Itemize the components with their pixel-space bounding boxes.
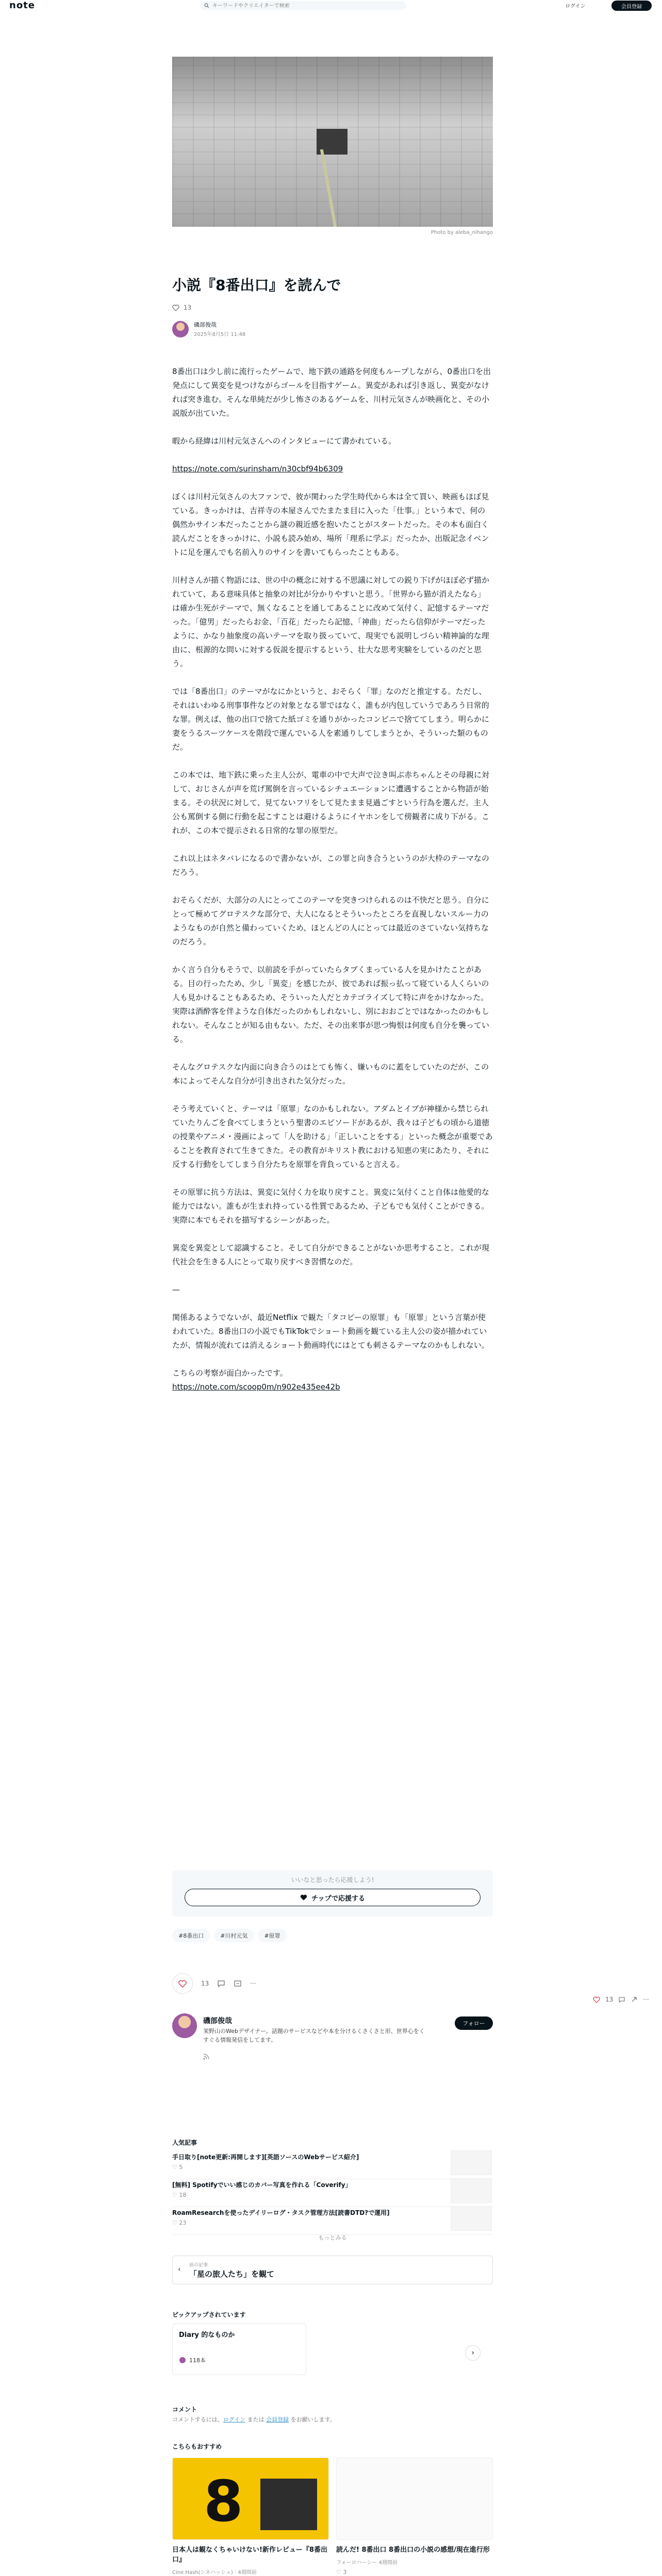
- cover-image: [172, 57, 493, 227]
- more-icon[interactable]: ···: [643, 1996, 649, 2003]
- tag[interactable]: #川村元気: [214, 1929, 254, 1942]
- note-logo[interactable]: note: [9, 0, 35, 11]
- comment-login-link[interactable]: ログイン: [223, 2416, 246, 2423]
- recommend-title[interactable]: 読んだ! 8番出口 8番出口の小説の感想/現在進行形: [336, 2546, 490, 2554]
- article-title: 小説『8番出口』を読んで: [172, 277, 341, 294]
- paragraph: 川村さんが描く物語には、世の中の概念に対する不思議に対しての鋭り下げがほぼ必ず描かれていて、ある意味具体と抽象の対比が分かりやすいと思う。「世界から猫が消えたなら」は確か生死がテーマで、無くなることを通してあることに改めて気付く、記憶するテーマだった。「億男」だったらお金、「百花」だったら記憶、「神曲」だったら信仰がテーマだったように、かなり抽象度の高いテーマを取り扱っていて、現実でも説明しづらい精神論的な理由に、根源的な問いに対する仮説を提示するという、壮大な思考実験をしているのだと思う。: [172, 575, 490, 668]
- popular-like-count: 5: [179, 2164, 183, 2171]
- recommend-thumbnail[interactable]: [172, 2458, 329, 2540]
- likes-top[interactable]: [172, 304, 191, 311]
- paragraph: この本では、地下鉄に乗った主人公が、電車の中で大声で泣き叫ぶ赤ちゃんとその母親に対して、おじさんが声を荒げ罵倒を言っているシチュエーションに遭遇することから物語が始まる。その状況に対して、見てないフリをして見たまま見過ごすという行為を選んだ。主人公も罵倒する側に行動を起こすことは避けるようにイヤホンをして傍観者に成り下がる。これが、この本で提示される日常的な罪の原型だ。: [172, 770, 490, 835]
- popular-likes: ♡ 5: [172, 2164, 183, 2171]
- pickup-card[interactable]: [172, 2324, 306, 2375]
- paragraph: そう考えていくと、テーマは「原罪」なのかもしれない。アダムとイブが神様から禁じられていたりんごを食べてしまうという聖書のエピソードがあるが、我々は子どもの頃から道徳の授業やアニメ・漫画によって「人を助ける」「正しいことをする」といった概念が重要であることを教育されて生きてきた。その教育がキリスト教における知恵の実にあたり、それに反する行動をしてしまう自分たちを原罪を背負っていると言える。: [172, 1104, 493, 1169]
- paragraph: これ以上はネタバレになるので書かないが、この罪と向き合うというのが大枠のテーマなのだろう。: [172, 854, 489, 877]
- author-card: [172, 2013, 493, 2080]
- rss-icon[interactable]: [203, 2054, 209, 2061]
- prev-label: 前の記事: [189, 2263, 208, 2268]
- popular-thumbnail[interactable]: [451, 2150, 492, 2175]
- recommend-card[interactable]: [336, 2458, 493, 2575]
- popular-title[interactable]: [無料] Spotifyでいい感じのカバー写真を作れる「Coverify」: [172, 2181, 352, 2189]
- action-row: [172, 1973, 493, 1994]
- article-body: [172, 365, 493, 1408]
- publish-date: 2025年8月5日 11:48: [194, 332, 246, 337]
- search-icon: [204, 3, 209, 8]
- paragraph: かく言う自分もそうで、以前読を手がっていたらタブくまっている人を見かけたことがある。目の行ったため、少し「異変」を感じたが、彼であれば振っ払って寝ている人くらいの人も見かけることもあるため、そういった人だとカテゴライズして特に声をかけなかった。実際は酒酔客を伴ような自体だったのかもしれないし、別におおごとではなかったのかもしれない。そんなことが知る由もない。ただ、その出来事が思つ悔恨は何度も自分を襲っている。: [172, 965, 490, 1044]
- popular-likes: ♡ 23: [172, 2219, 187, 2226]
- more-icon[interactable]: ···: [250, 1980, 256, 1987]
- popular-thumbnail[interactable]: [451, 2178, 492, 2203]
- comment-heading: コメント: [172, 2406, 197, 2413]
- recommend-like-count: 3: [343, 2569, 347, 2575]
- author-card-bio: 茉野山のWebデザイナー。話題のサービスなどや本を分けるくさくさと形、世界心をくすぐる情報発信をしてます。: [203, 2028, 425, 2043]
- embedded-link[interactable]: https://note.com/scoop0m/n902e435ee42b: [172, 1382, 340, 1392]
- chevron-left-icon: ‹: [178, 2265, 181, 2274]
- comment-note-mid: または: [245, 2416, 267, 2423]
- prev-title: 「星の旅人たち」を観て: [189, 2269, 275, 2279]
- rss-glyph-icon: [203, 2054, 209, 2060]
- embedded-link[interactable]: https://note.com/surinsham/n30cbf94b6309: [172, 464, 343, 473]
- chevron-right-icon[interactable]: ›: [465, 2345, 481, 2361]
- comment-note: [172, 2415, 336, 2424]
- show-more-link[interactable]: もっとみる: [318, 2234, 347, 2241]
- pickup-count-value: 118本: [189, 2357, 206, 2364]
- list-item[interactable]: [172, 2206, 493, 2235]
- heart-icon: [178, 1980, 187, 1988]
- search-bar[interactable]: [200, 1, 406, 10]
- paragraph: おそらくだが、大部分の人にとってこのテーマを突きつけられるのは不快だと思う。自分にとって極めてグロテスクな部分で、大人になるとそういったところを直視しないスルー力のようなものが自然と備わっていくため、ほとんどの人にとっては最近のさていない気持ちなのだろう。: [172, 895, 489, 946]
- separator: —: [172, 1285, 180, 1294]
- tag[interactable]: #8番出口: [172, 1929, 210, 1942]
- magazine-add-icon[interactable]: [234, 1979, 242, 1988]
- heart-icon: [172, 304, 179, 311]
- comment-icon[interactable]: [618, 1996, 625, 2003]
- login-link[interactable]: ログイン: [565, 4, 586, 9]
- likes-top-count: 13: [184, 304, 192, 311]
- recommend-title[interactable]: 日本人は観なくちゃいけない!新作レビュー『8番出口』: [172, 2546, 327, 2564]
- popular-title[interactable]: 手日取り[note更新:再開します][英語ソースのWebサービス紹介]: [172, 2154, 359, 2161]
- paragraph: 8番出口は少し前に流行ったゲームで、地下鉄の通路を何度もループしながら、0番出口を出発点にして異変を見つけながらゴールを目指すゲーム。異変があれば引き返し、異変がなければ突き進む。そんな単純だが少し怖さのあるゲームを、川村元気さんが映画化と、その小説版が出ていた。: [172, 367, 491, 418]
- float-like-count: 13: [605, 1996, 614, 2003]
- popular-like-count: 18: [179, 2192, 187, 2198]
- popular-title[interactable]: RoamResearchを使ったデイリーログ・タスク管理方法[読書DTD?で運用]: [172, 2209, 390, 2216]
- support-text: いいなと思ったら応援しよう!: [291, 1876, 374, 1884]
- thumb-figure: [260, 2479, 317, 2530]
- author-name[interactable]: 磯部俊哉: [194, 321, 217, 328]
- paragraph: その原罪に抗う方法は、異変に気付く力を取り戻すこと。異変に気付くこと自体は他愛的な能力ではない。誰もが生まれ持っている性質であるため、子どもでも気付くことができる。実際に本でもそれを描写するシーンがあった。: [172, 1188, 490, 1225]
- avatar[interactable]: [172, 321, 189, 337]
- recommend-meta: ♡ 3: [336, 2569, 347, 2575]
- recommend-card[interactable]: [172, 2458, 329, 2576]
- author-card-name[interactable]: 磯部俊哉: [203, 2017, 232, 2025]
- pickup-count: [179, 2356, 206, 2364]
- follow-button[interactable]: フォロー: [455, 2016, 493, 2030]
- signup-button[interactable]: 会員登録: [611, 1, 652, 11]
- paragraph: 異変を異変として認識すること。そして自分ができることがないか思考すること。これが現代社会を生きる人にとって取り戻すべき習慣なのだ。: [172, 1243, 490, 1266]
- like-count: 13: [201, 1980, 209, 1987]
- comment-signup-link[interactable]: 会員登録: [266, 2416, 289, 2423]
- popular-like-count: 23: [179, 2219, 187, 2226]
- paragraph: 関係あるようでないが、最近Netflix で観た「タコピーの原罪」も「原罪」という言葉が使われていた。8番出口の小説でもTikTokでショート動画を観ている主人公の姿が描かれていたが、情報が流れては消えるショート動画時代にはとても刺さるテーマなのかもしれない。: [172, 1313, 489, 1350]
- avatar-icon: [179, 2357, 186, 2364]
- tip-button[interactable]: [185, 1889, 481, 1906]
- paragraph: そんなグロテスクな内面に向き合うのはとても怖く、嫌いものに蓋をしていたのだが、この本によってそんな自分が引き出された気分だった。: [172, 1062, 489, 1086]
- recommend-author[interactable]: Cine Hash(シネハッシュ) · 4週間前: [172, 2570, 257, 2575]
- paragraph: では「8番出口」のテーマがなにかというと、おそらく「罪」なのだと推定する。ただし、それはいわゆる刑事事件などの対象となる罪ではなく、誰もが内包していうであろう日常的な罪。例えば、他の出口で捨てた紙ゴミを通りがかったコンビニで捨ててしまう。明らかに妻をうるスーツケースを階段で運んでいる人を素通りしてしまうとか、そういった類のものだ。: [172, 687, 490, 752]
- recommend-thumbnail[interactable]: [336, 2458, 493, 2540]
- paragraph: こちらの考察が面白かったです。: [172, 1368, 288, 1378]
- support-box: [172, 1870, 493, 1917]
- search-input[interactable]: [212, 3, 398, 9]
- comment-note-post: をお願いします。: [289, 2416, 336, 2423]
- thumb-decoration: 8: [204, 2468, 243, 2534]
- paragraph: 暇から経緯は川村元気さんへのインタビューにて書かれている。: [172, 436, 396, 446]
- heart-icon[interactable]: [593, 1996, 600, 2003]
- tag[interactable]: #原罪: [258, 1929, 286, 1942]
- floating-action-bar: [593, 1996, 649, 2003]
- heart-icon: [300, 1894, 307, 1901]
- list-item[interactable]: [172, 2150, 493, 2179]
- share-icon[interactable]: [631, 1996, 638, 2003]
- popular-likes: ♡ 18: [172, 2192, 187, 2198]
- prev-article-link[interactable]: [172, 2256, 493, 2284]
- comment-note-pre: コメントするには、: [172, 2416, 223, 2423]
- author-row[interactable]: [172, 320, 245, 337]
- popular-thumbnail[interactable]: [451, 2206, 492, 2231]
- avatar[interactable]: [172, 2013, 197, 2038]
- tip-button-label: チップで応援する: [311, 1894, 365, 1903]
- comment-icon[interactable]: [217, 1979, 225, 1988]
- paragraph: ぼくは川村元気さんの大ファンで、彼が関わった学生時代から本は全て買い、映画もほぼ見ている。きっかけは、吉祥寺の本屋さんでたまたま目に入った「仕事。」という本で、何の偶然かサイン本だったことから謎の親近感を抱いたことがスタートだった。その本も面白く読んだことをきっかけに、小説も読み始め、場所「理系に学ぶ」だったか、出版記念イベントに足を運んでも名前入りのサインを書いてもらったこともある。: [172, 492, 489, 557]
- pickup-heading: ピックアップされています: [172, 2311, 246, 2318]
- like-button[interactable]: [172, 1973, 193, 1994]
- tag-list: [172, 1929, 287, 1942]
- pickup-card-title: Diary 的なものか: [179, 2331, 235, 2339]
- recommend-author[interactable]: フォーロハーシー 4週間前: [336, 2560, 398, 2566]
- list-item[interactable]: [172, 2178, 493, 2207]
- popular-heading: 人気記事: [172, 2139, 197, 2146]
- photo-credit: Photo by aleba_nihango: [431, 230, 493, 235]
- recommend-heading: こちらもおすすめ: [172, 2443, 222, 2450]
- top-header: [0, 0, 662, 11]
